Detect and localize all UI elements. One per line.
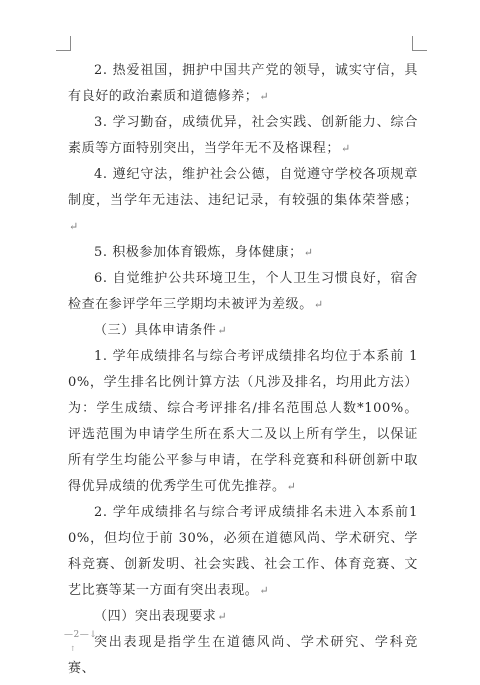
page-number: —2—↓ <box>64 630 98 640</box>
paragraph-text: 4. 遵纪守法，维护社会公德，自觉遵守学校各项规章制度，当学年无违法、违纪记录，有较强的集体荣誉感； <box>68 167 418 208</box>
footer-mark: ↑ <box>70 645 76 653</box>
paragraph-mark: ↵ <box>259 584 270 597</box>
paragraph-text: 3. 学习勤奋，成绩优异，社会实践、创新能力、综合素质等方面特别突出，当学年无不及格课程； <box>68 115 418 156</box>
paragraph-text: 1. 学年成绩排名与综合考评成绩排名均位于本系前 10%，学生排名比例计算方法（凡涉及排名，均用此方法）为：学生成绩、综合考评排名/排名范围总人数*100%。评选范围为申请学生所在系大二及以上所有学生，以保证所有学生均能公平参与申请，在学科竞赛和科研创新中取得优异成绩的优秀学生可优先推荐。 <box>68 349 418 494</box>
paragraph-text: 2. 学年成绩排名与综合考评成绩排名未进入本系前10%，但均位于前 30%，必须在道德风尚、学术研究、学科竞赛、创新发明、社会实践、社会工作、体育竞赛、文艺比赛等某一方面有突出表现。 <box>68 505 418 598</box>
section-heading <box>68 604 418 630</box>
paragraph-mark: ↵ <box>69 220 79 233</box>
paragraph-mark: ↵ <box>259 90 270 103</box>
paragraph-mark: ↵ <box>217 324 228 337</box>
paragraph <box>68 266 418 318</box>
paragraph-mark: ↵ <box>313 298 324 311</box>
top-left-crop-mark <box>56 36 71 51</box>
document-body <box>68 58 418 682</box>
paragraph-text: 突出表现是指学生在道德风尚、学术研究、学科竞赛、 <box>68 635 418 676</box>
paragraph-text: （四）突出表现要求 <box>94 609 217 624</box>
paragraph <box>68 162 418 240</box>
paragraph <box>68 110 418 162</box>
section-heading <box>68 318 418 344</box>
paragraph-text: （三）具体申请条件 <box>94 323 217 338</box>
paragraph-text: 5. 积极参加体育锻炼，身体健康； <box>94 245 303 260</box>
paragraph-mark: ↵ <box>341 142 351 155</box>
paragraph <box>68 344 418 500</box>
paragraph-mark: ↵ <box>217 610 228 623</box>
top-right-crop-mark <box>412 36 427 51</box>
paragraph-text: 2. 热爱祖国，拥护中国共产党的领导，诚实守信，具有良好的政治素质和道德修养； <box>68 63 418 104</box>
paragraph-mark: ↵ <box>286 480 297 493</box>
paragraph-mark: ↵ <box>303 246 314 259</box>
paragraph <box>68 500 418 604</box>
paragraph <box>68 630 418 682</box>
paragraph-text: 6. 自觉维护公共环境卫生，个人卫生习惯良好，宿舍检查在参评学年三学期均未被评为差级。 <box>68 271 418 312</box>
paragraph <box>68 240 418 266</box>
paragraph <box>68 58 418 110</box>
